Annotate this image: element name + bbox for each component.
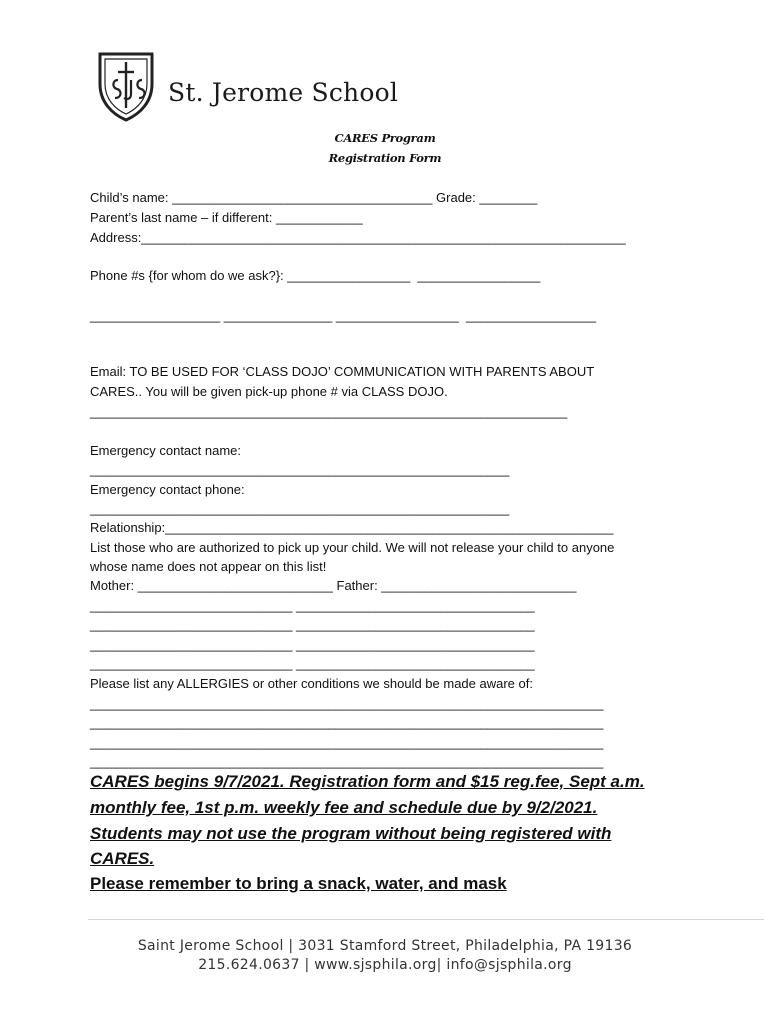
authorized-pickup-row[interactable]: ____________________________ _________________________________ (90, 637, 535, 652)
mother-father-field[interactable]: Mother: ___________________________ Father: ___________________________ (90, 578, 577, 593)
footer-divider (88, 919, 764, 920)
address-field[interactable]: Address:___________________________________________________________________ (90, 230, 626, 245)
email-instructions-cont: CARES.. You will be given pick-up phone # via CLASS DOJO. (90, 384, 448, 399)
email-field[interactable]: __________________________________________________________________ (90, 404, 568, 419)
school-crest-logo (96, 50, 156, 122)
allergies-field-line[interactable]: _______________________________________________________________________ (90, 735, 604, 750)
phone-numbers-extra-field[interactable]: __________________ _______________ _________________ __________________ (90, 308, 597, 323)
authorized-pickup-row[interactable]: ____________________________ _________________________________ (90, 617, 535, 632)
cares-notice-line: monthly fee, 1st p.m. weekly fee and schedule due by 9/2/2021. (90, 798, 598, 817)
form-title: CARES Program (334, 131, 436, 145)
authorized-pickup-instructions-cont: whose name does not appear on this list! (90, 559, 327, 574)
allergies-label: Please list any ALLERGIES or other conditions we should be made aware of: (90, 676, 533, 691)
childs-name-field[interactable]: Child’s name: ____________________________________ Grade: ________ (90, 190, 538, 205)
school-name: St. Jerome School (168, 78, 399, 107)
parent-last-name-field[interactable]: Parent’s last name – if different: ____________ (90, 210, 363, 225)
reminder-notice: Please remember to bring a snack, water, and mask (90, 874, 507, 893)
footer-contact: 215.624.0637 | www.sjsphila.org| info@sjsphila.org (198, 957, 572, 973)
form-subtitle: Registration Form (328, 151, 442, 165)
allergies-field-line[interactable]: _______________________________________________________________________ (90, 715, 604, 730)
emergency-contact-name-field[interactable]: __________________________________________________________ (90, 462, 510, 477)
email-instructions: Email: TO BE USED FOR ‘CLASS DOJO’ COMMUNICATION WITH PARENTS ABOUT (90, 364, 595, 379)
footer-address: Saint Jerome School | 3031 Stamford Street, Philadelphia, PA 19136 (137, 938, 633, 954)
authorized-pickup-row[interactable]: ____________________________ _________________________________ (90, 598, 535, 613)
authorized-pickup-instructions: List those who are authorized to pick up your child. We will not release your child to anyone (90, 540, 615, 555)
cares-notice-line: Students may not use the program without being registered with (90, 824, 612, 843)
cares-notice-line: CARES. (90, 849, 155, 868)
authorized-pickup-row[interactable]: ____________________________ _________________________________ (90, 656, 535, 671)
relationship-field[interactable]: Relationship:______________________________________________________________ (90, 520, 614, 535)
cares-notice-line: CARES begins 9/7/2021. Registration form and $15 reg.fee, Sept a.m. (90, 772, 645, 791)
allergies-field-line[interactable]: _______________________________________________________________________ (90, 696, 604, 711)
phone-numbers-field[interactable]: Phone #s {for whom do we ask?}: _________________ _________________ (90, 268, 541, 283)
emergency-contact-phone-label: Emergency contact phone: (90, 482, 245, 497)
emergency-contact-phone-field[interactable]: __________________________________________________________ (90, 501, 510, 516)
emergency-contact-name-label: Emergency contact name: (90, 443, 242, 458)
allergies-field-line[interactable]: _______________________________________________________________________ (90, 754, 604, 769)
